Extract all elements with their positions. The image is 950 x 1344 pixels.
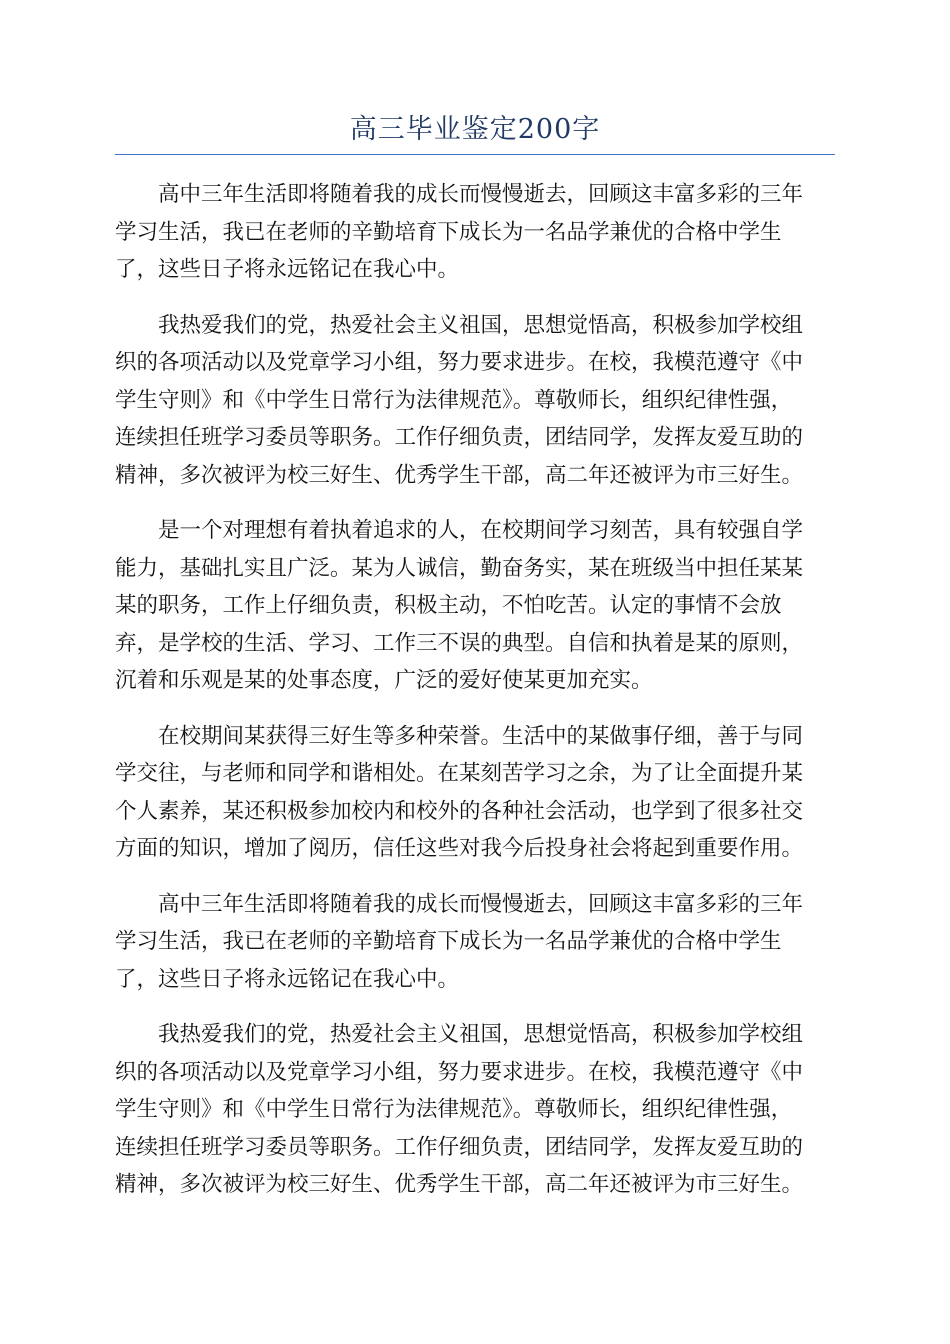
- paragraph-3: [115, 512, 835, 700]
- paragraph-line: 学生守则》和《中学生日常行为法律规范》。尊敬师长，组织纪律性强，: [115, 1097, 793, 1122]
- paragraph-line: 精神，多次被评为校三好生、优秀学生干部，高二年还被评为市三好生。: [115, 1172, 804, 1197]
- paragraph-line: 方面的知识，增加了阅历，信任这些对我今后投身社会将起到重要作用。: [115, 836, 804, 861]
- paragraph-line: 学习生活，我已在老师的辛勤培育下成长为一名品学兼优的合格中学生: [115, 219, 782, 245]
- paragraph-line: 精神，多次被评为校三好生、优秀学生干部，高二年还被评为市三好生。: [115, 462, 804, 488]
- paragraph-line: 了，这些日子将永远铭记在我心中。: [115, 257, 460, 282]
- paragraph-line: 了，这些日子将永远铭记在我心中。: [115, 966, 460, 992]
- title-underline: [115, 154, 835, 155]
- paragraph-line: 个人素养，某还积极参加校内和校外的各种社会活动，也学到了很多社交: [115, 798, 804, 824]
- paragraph-line: 织的各项活动以及党章学习小组，努力要求进步。在校，我模范遵守《中: [115, 350, 804, 375]
- document-title: 高三毕业鉴定200字: [349, 114, 601, 145]
- paragraph-4: [115, 718, 835, 868]
- paragraph-line: 连续担任班学习委员等职务。工作仔细负责，团结同学，发挥友爱互助的: [115, 425, 804, 450]
- paragraph-1: [115, 176, 835, 289]
- paragraph-line: 学生守则》和《中学生日常行为法律规范》。尊敬师长，组织纪律性强，: [115, 387, 793, 413]
- paragraph-line: 连续担任班学习委员等职务。工作仔细负责，团结同学，发挥友爱互助的: [115, 1134, 804, 1160]
- paragraph-line: 学交往，与老师和同学和谐相处。在某刻苦学习之余，为了让全面提升某: [115, 761, 804, 786]
- paragraph-line: 是一个对理想有着执着追求的人，在校期间学习刻苦，具有较强自学: [158, 518, 804, 543]
- paragraph-line: 能力，基础扎实且广泛。某为人诚信，勤奋务实，某在班级当中担任某某: [115, 555, 804, 581]
- paragraph-line: 某的职务，工作上仔细负责，积极主动，不怕吃苦。认定的事情不会放: [115, 593, 782, 618]
- paragraph-line: 高中三年生活即将随着我的成长而慢慢逝去，回顾这丰富多彩的三年: [158, 891, 804, 917]
- paragraph-line: 高中三年生活即将随着我的成长而慢慢逝去，回顾这丰富多彩的三年: [158, 182, 804, 207]
- paragraph-line: 在校期间某获得三好生等多种荣誉。生活中的某做事仔细，善于与同: [158, 723, 804, 749]
- paragraph-line: 我热爱我们的党，热爱社会主义祖国，思想觉悟高，积极参加学校组: [158, 312, 804, 338]
- paragraph-line: 沉着和乐观是某的处事态度，广泛的爱好使某更加充实。: [115, 668, 653, 693]
- paragraph-line: 我热爱我们的党，热爱社会主义祖国，思想觉悟高，积极参加学校组: [158, 1022, 804, 1047]
- paragraph-2: [115, 307, 835, 495]
- paragraph-line: 织的各项活动以及党章学习小组，努力要求进步。在校，我模范遵守《中: [115, 1059, 804, 1085]
- paragraph-6: [115, 1016, 835, 1204]
- document-body: [115, 176, 835, 1222]
- paragraph-line: 学习生活，我已在老师的辛勤培育下成长为一名品学兼优的合格中学生: [115, 929, 782, 954]
- paragraph-5: [115, 886, 835, 999]
- paragraph-line: 弃，是学校的生活、学习、工作三不误的典型。自信和执着是某的原则，: [115, 630, 804, 656]
